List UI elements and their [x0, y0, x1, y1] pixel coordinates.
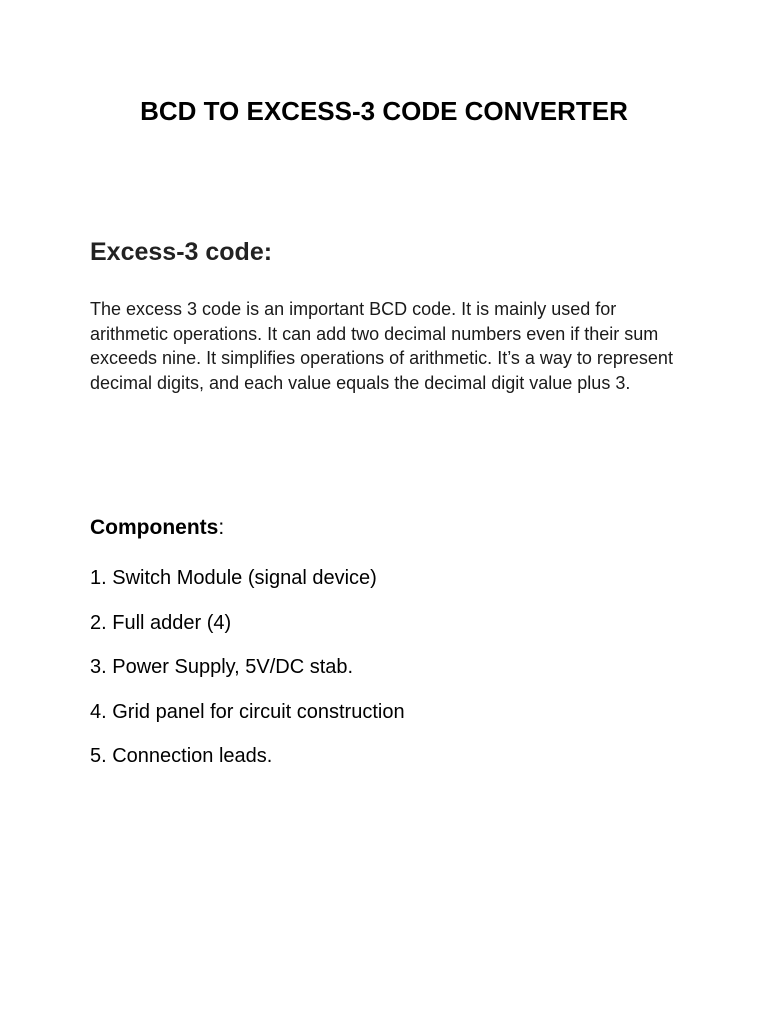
list-item: 3. Power Supply, 5V/DC stab. — [90, 656, 354, 678]
components-list — [90, 562, 405, 785]
components-heading-colon: : — [218, 516, 225, 539]
list-item: 2. Full adder (4) — [90, 611, 232, 634]
components-heading — [90, 516, 224, 540]
section-heading-excess3: Excess-3 code: — [90, 238, 273, 266]
list-item: 4. Grid panel for circuit construction — [90, 700, 405, 723]
intro-paragraph: The excess 3 code is an important BCD code. It is mainly used for arithmetic operations. It can add two decimal numbers even if their sum exceeds nine. It simplifies operations of arithmetic. It’s a way to represent decimal digits, and each value equals the decimal digit value plus 3. — [90, 299, 673, 393]
list-item: 1. Switch Module (signal device) — [90, 567, 377, 589]
list-item: 5. Connection leads. — [90, 745, 273, 767]
document-title: BCD TO EXCESS-3 CODE CONVERTER — [140, 96, 628, 126]
components-heading-label: Components — [90, 516, 219, 539]
